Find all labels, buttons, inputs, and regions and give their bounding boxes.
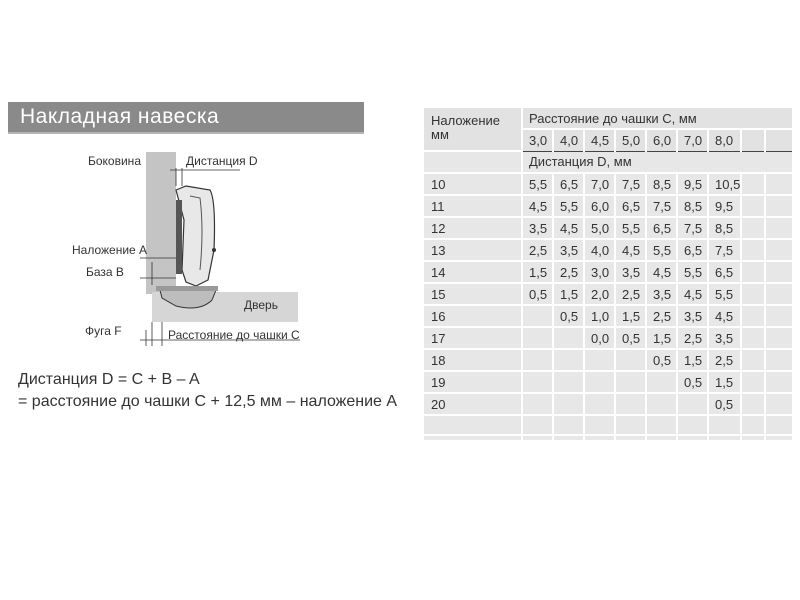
distance-cell [615,371,646,393]
label-cup-distance-c: Расстояние до чашки C [168,328,300,342]
overlay-cell: 11 [424,195,522,217]
distance-cell: 4,5 [522,195,553,217]
distance-cell: 6,5 [615,195,646,217]
distance-cell: 5,5 [646,239,677,261]
distance-cell [584,393,615,415]
table-row [424,173,793,195]
spare-cell [765,305,793,327]
spare-cell [741,371,765,393]
label-gap-f: Фуга F [85,324,122,338]
distance-cell: 0,5 [677,371,708,393]
cup-value: 5,0 [615,129,646,151]
header-overlay: Наложение мм [431,113,501,142]
distance-cell: 4,5 [615,239,646,261]
distance-cell: 2,5 [522,239,553,261]
distance-cell: 7,5 [615,173,646,195]
spare-cell [741,349,765,371]
distance-cell: 8,5 [677,195,708,217]
table-row [424,393,793,415]
distance-cell: 5,0 [584,217,615,239]
distance-cell [553,327,584,349]
distance-cell: 4,5 [553,217,584,239]
spare-cell [765,327,793,349]
distance-cell: 0,5 [646,349,677,371]
header-distance-d: Дистанция D, мм [529,154,632,170]
spare-cell [741,283,765,305]
table-row [424,371,793,393]
overlay-cell: 16 [424,305,522,327]
distance-cell [553,371,584,393]
distance-cell: 0,5 [615,327,646,349]
table-header-row [424,108,793,129]
table-row-empty [424,415,793,435]
distance-cell: 3,0 [584,261,615,283]
distance-cell: 7,0 [584,173,615,195]
spare-cell [765,393,793,415]
table-row [424,195,793,217]
spare-cell [765,195,793,217]
spare-cell [765,283,793,305]
distance-cell: 2,0 [584,283,615,305]
overlay-cell: 10 [424,173,522,195]
cup-value: 8,0 [708,129,741,151]
distance-cell: 6,5 [553,173,584,195]
spare-cell [741,327,765,349]
spare-cell [765,349,793,371]
distance-cell: 7,5 [708,239,741,261]
table-row [424,305,793,327]
spare-cell [741,393,765,415]
distance-cell: 10,5 [708,173,741,195]
table-row [424,239,793,261]
distance-cell [553,349,584,371]
label-overlay-a: Наложение A [72,243,148,257]
distance-cell: 5,5 [677,261,708,283]
formula-line-1: Дистанция D = C + B – A [18,371,200,388]
section-title: Накладная навеска [20,105,220,128]
cup-value: 6,0 [646,129,677,151]
overlay-cell: 20 [424,393,522,415]
spare-cell [741,173,765,195]
side-panel-shape [146,152,176,294]
header-cup-distance: Расстояние до чашки C, мм [529,110,697,126]
overlay-cell: 14 [424,261,522,283]
distance-cell: 1,5 [646,327,677,349]
distance-cell: 5,5 [522,173,553,195]
distance-cell: 8,5 [708,217,741,239]
table-row [424,283,793,305]
distance-cell: 4,5 [646,261,677,283]
table-row [424,261,793,283]
distance-cell: 6,5 [677,239,708,261]
label-door: Дверь [244,298,278,312]
distance-cell [584,371,615,393]
distance-cell: 3,5 [708,327,741,349]
distance-cell: 9,5 [708,195,741,217]
distance-cell [615,393,646,415]
spare-cell [741,217,765,239]
distance-cell: 2,5 [708,349,741,371]
overlay-cell: 18 [424,349,522,371]
overlay-cell: 19 [424,371,522,393]
table-row-empty [424,435,793,441]
distance-cell [522,305,553,327]
distance-cell [553,393,584,415]
overlay-cell: 17 [424,327,522,349]
distance-cell [522,327,553,349]
distance-cell: 4,5 [677,283,708,305]
label-base-b: База B [86,265,124,279]
distance-cell: 8,5 [646,173,677,195]
distance-cell: 1,5 [708,371,741,393]
distance-cell: 4,5 [708,305,741,327]
distance-cell: 5,5 [615,217,646,239]
distance-cell: 2,5 [553,261,584,283]
distance-cell: 7,5 [677,217,708,239]
spare-cell [765,173,793,195]
distance-cell: 2,5 [615,283,646,305]
spare-cell [741,195,765,217]
cup-value: 7,0 [677,129,708,151]
label-side-panel: Боковина [88,154,141,168]
distance-cell: 6,5 [646,217,677,239]
distance-cell [677,393,708,415]
distance-cell: 9,5 [677,173,708,195]
table-body [424,173,793,415]
label-distance-d: Дистанция D [186,154,258,168]
distance-cell: 2,5 [677,327,708,349]
distance-cell [584,349,615,371]
distance-cell: 1,0 [584,305,615,327]
distance-cell: 3,5 [522,217,553,239]
distance-cell: 7,5 [646,195,677,217]
cup-value: 4,0 [553,129,584,151]
table-row [424,327,793,349]
overlay-cell: 15 [424,283,522,305]
cup-value: 3,0 [522,129,553,151]
distance-cell [522,393,553,415]
distance-cell: 1,5 [553,283,584,305]
distance-cell: 6,0 [584,195,615,217]
spare-cell [765,371,793,393]
table-row [424,217,793,239]
overlay-cell: 13 [424,239,522,261]
mounting-plate-shape [176,200,182,274]
distance-cell: 2,5 [646,305,677,327]
distance-cell: 0,5 [708,393,741,415]
distance-cell: 0,5 [553,305,584,327]
distance-cell [646,393,677,415]
spare-cell [765,239,793,261]
spare-cell [765,217,793,239]
distance-table [424,108,794,442]
distance-cell [646,371,677,393]
distance-cell [522,349,553,371]
overlay-cell: 12 [424,217,522,239]
distance-cell: 5,5 [553,195,584,217]
distance-cell: 3,5 [615,261,646,283]
spare-cell [741,261,765,283]
distance-cell: 0,0 [584,327,615,349]
distance-cell: 3,5 [553,239,584,261]
distance-cell: 0,5 [522,283,553,305]
distance-header-row [424,151,793,173]
distance-cell: 1,5 [677,349,708,371]
distance-cell: 1,5 [615,305,646,327]
table-row [424,349,793,371]
distance-cell: 6,5 [708,261,741,283]
distance-cell: 3,5 [677,305,708,327]
distance-cell: 5,5 [708,283,741,305]
distance-cell: 3,5 [646,283,677,305]
formula-line-2: = расстояние до чашки C + 12,5 мм – наложение A [18,393,398,410]
cup-value: 4,5 [584,129,615,151]
distance-cell: 1,5 [522,261,553,283]
spare-cell [741,305,765,327]
spare-cell [765,261,793,283]
spare-cell [741,239,765,261]
section-title-bar [8,102,364,134]
distance-cell: 4,0 [584,239,615,261]
distance-cell [522,371,553,393]
distance-cell [615,349,646,371]
